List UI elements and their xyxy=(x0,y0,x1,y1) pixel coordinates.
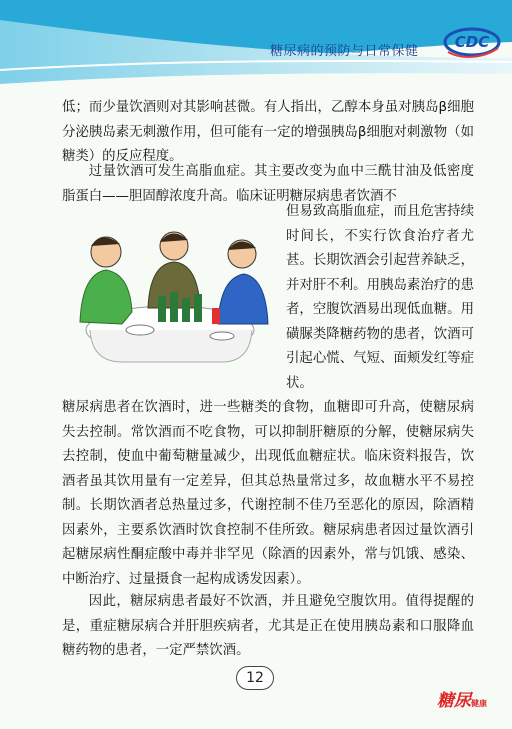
paragraph-1-text: 低；而少量饮酒则对其影响甚微。有人指出，乙醇本身虽对胰岛β细胞分泌胰岛素无刺激作用，但可能有一定的增强胰岛β细胞对刺激物（如糖类）的反应程度。 xyxy=(62,100,474,164)
paragraph-2-top-text: 过量饮酒可发生高脂血症。其主要改变为血中三酰甘油及低密度脂蛋白——胆固醇浓度升高。临床证明糖尿病患者饮酒不 xyxy=(62,164,474,204)
paragraph-3 xyxy=(62,396,474,592)
footer-logo-text: 糖尿 xyxy=(437,691,471,711)
paragraph-4-text: 因此，糖尿病患者最好不饮酒，并且避免空腹饮用。值得提醒的是，重症糖尿病合并肝胆疾病者，尤其是正在使用胰岛素和口服降血糖药物的患者，一定严禁饮酒。 xyxy=(62,594,474,658)
logo-text: CDC xyxy=(454,33,490,51)
footer-logo xyxy=(437,686,487,711)
page-number: 12 xyxy=(236,666,274,690)
header-title: 糖尿病的预防与日常保健 xyxy=(270,44,419,59)
header-band xyxy=(0,0,512,90)
paragraph-2-right-text: 但易致高脂血症，而且危害持续时间长，不实行饮食治疗者尤甚。长期饮酒会引起营养缺乏，并对肝不利。用胰岛素治疗的患者，空腹饮酒易出现低血糖。用磺脲类降糖药物的患者，饮酒可引起心慌、气短、面颊发红等症状。 xyxy=(286,204,474,391)
paragraph-2-right xyxy=(286,200,474,396)
drinking-men-illustration xyxy=(62,212,274,370)
cdc-logo xyxy=(442,22,502,60)
paragraph-4 xyxy=(62,590,474,664)
paragraph-1 xyxy=(62,96,474,170)
footer-logo-small: 健康 xyxy=(471,698,487,708)
paragraph-3-text: 糖尿病患者在饮酒时，进一些糖类的食物，血糖即可升高，使糖尿病失去控制。常饮酒而不吃食物，可以抑制肝糖原的分解，使糖尿病失去控制，使血中葡萄糖量减少，出现低血糖症状。临床资料报告，饮酒者虽其饮用量有一定差异，但其总热量常过多，故血糖水平不易控制。长期饮酒者总热量过多，代谢控制不佳乃至恶化的原因，除酒精因素外，主要系饮酒时饮食控制不佳所致。糖尿病患者因过量饮酒引起糖尿病性酮症酸中毒并非罕见（除酒的因素外，常与饥饿、感染、中断治疗、过量摄食一起构成诱发因素）。 xyxy=(62,400,474,587)
